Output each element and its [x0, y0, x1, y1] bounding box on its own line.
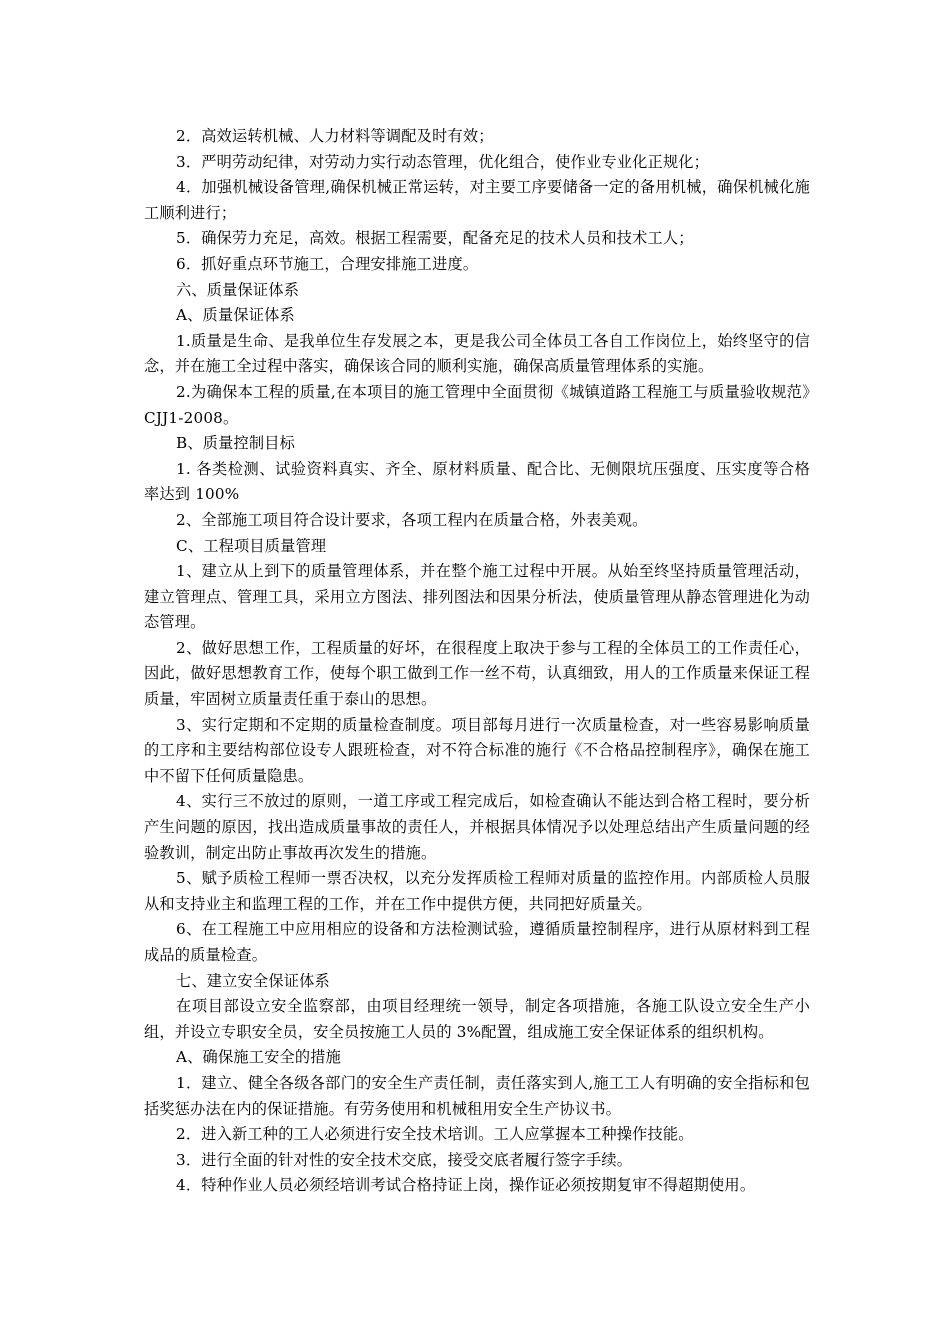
para-safety-intro: 在项目部设立安全监察部，由项目经理统一领导，制定各项措施，各施工队设立安全生产小组，并设立专职安全员，安全员按施工人员的 3%配置，组成施工安全保证体系的组织机构。 [144, 997, 810, 1041]
section-heading-6: 六、质量保证体系 [176, 280, 300, 299]
para-item-3: 3．严明劳动纪律，对劳动力实行动态管理，优化组合，使作业专业化正规化； [176, 152, 710, 171]
para-management-3: 3、实行定期和不定期的质量检查制度。项目部每月进行一次质量检查，对一些容易影响质量的工序和主要结构部位设专人跟班检查，对不符合标准的施行《不合格品控制程序》，确保在施工中不留下任何质量隐患。 [144, 715, 810, 785]
para-safety-4: 4．特种作业人员必须经培训考试合格持证上岗，操作证必须按期复审不得超期使用。 [176, 1176, 756, 1195]
para-item-5: 5．确保劳力充足，高效。根据工程需要，配备充足的技术人员和技术工人； [176, 229, 694, 248]
para-quality-1: 1.质量是生命、是我单位生存发展之本，更是我公司全体员工各自工作岗位上，始终坚守的信念，并在施工全过程中落实，确保该合同的顺利实施，确保高质量管理体系的实施。 [144, 331, 810, 376]
subsection-heading-b: B、质量控制目标 [176, 434, 296, 453]
para-safety-1: 1．建立、健全各级各部门的安全生产责任制，责任落实到人,施工工人有明确的安全指标和包括奖惩办法在内的保证措施。有劳务使用和机械租用安全生产协议书。 [144, 1073, 810, 1118]
para-item-2: 2．高效运转机械、人力材料等调配及时有效； [176, 127, 494, 145]
para-management-4: 4、实行三不放过的原则，一道工序或工程完成后，如检查确认不能达到合格工程时，要分析产生问题的原因，找出造成质量事故的责任人，并根据具体情况予以处理总结出产生质量问题的经验教训，制定出防止事故再次发生的措施。 [144, 792, 810, 862]
para-management-1: 1、建立从上到下的质量管理体系，并在整个施工过程中开展。从始至终坚持质量管理活动，建立管理点、管理工具，采用立方图法、排列图法和因果分析法，使质量管理从静态管理进化为动态管理。 [144, 562, 810, 632]
para-item-6: 6．抓好重点环节施工，合理安排施工进度。 [176, 254, 479, 273]
para-target-2: 2、全部施工项目符合设计要求，各项工程内在质量合格，外表美观。 [176, 510, 648, 529]
para-target-1: 1. 各类检测、试验资料真实、齐全、原材料质量、配合比、无侧限坑压强度、压实度等合格率达到 100% [144, 459, 810, 504]
para-management-6: 6、在工程施工中应用相应的设备和方法检测试验，遵循质量控制程序，进行从原材料到工程成品的质量检查。 [144, 920, 810, 964]
para-item-4: 4．加强机械设备管理,确保机械正常运转，对主要工序要储备一定的备用机械，确保机械化施工顺利进行； [144, 178, 810, 222]
subsection-heading-c: C、工程项目质量管理 [176, 536, 327, 555]
para-quality-2: 2.为确保本工程的质量,在本项目的施工管理中全面贯彻《城镇道路工程施工与质量验收规范》CJJ1-2008。 [144, 382, 810, 427]
para-safety-2: 2．进入新工种的工人必须进行安全技术培训。工人应掌握本工种操作技能。 [176, 1125, 694, 1144]
subsection-heading-a: A、质量保证体系 [176, 306, 295, 325]
para-safety-3: 3．进行全面的针对性的安全技术交底，接受交底者履行签字手续。 [176, 1150, 633, 1169]
subsection-heading-safety-a: A、确保施工安全的措施 [176, 1048, 342, 1067]
para-management-2: 2、做好思想工作，工程质量的好坏，在很程度上取决于参与工程的全体员工的工作责任心，因此，做好思想教育工作，使每个职工做到工作一丝不苟，认真细致，用人的工作质量来保证工程质量，牢固树立质量责任重于泰山的思想。 [144, 638, 810, 709]
para-management-5: 5、赋予质检工程师一票否决权，以充分发挥质检工程师对质量的监控作用。内部质检人员服从和支持业主和监理工程的工作，并在工作中提供方便，共同把好质量关。 [144, 869, 810, 913]
section-heading-7: 七、建立安全保证体系 [176, 971, 330, 990]
